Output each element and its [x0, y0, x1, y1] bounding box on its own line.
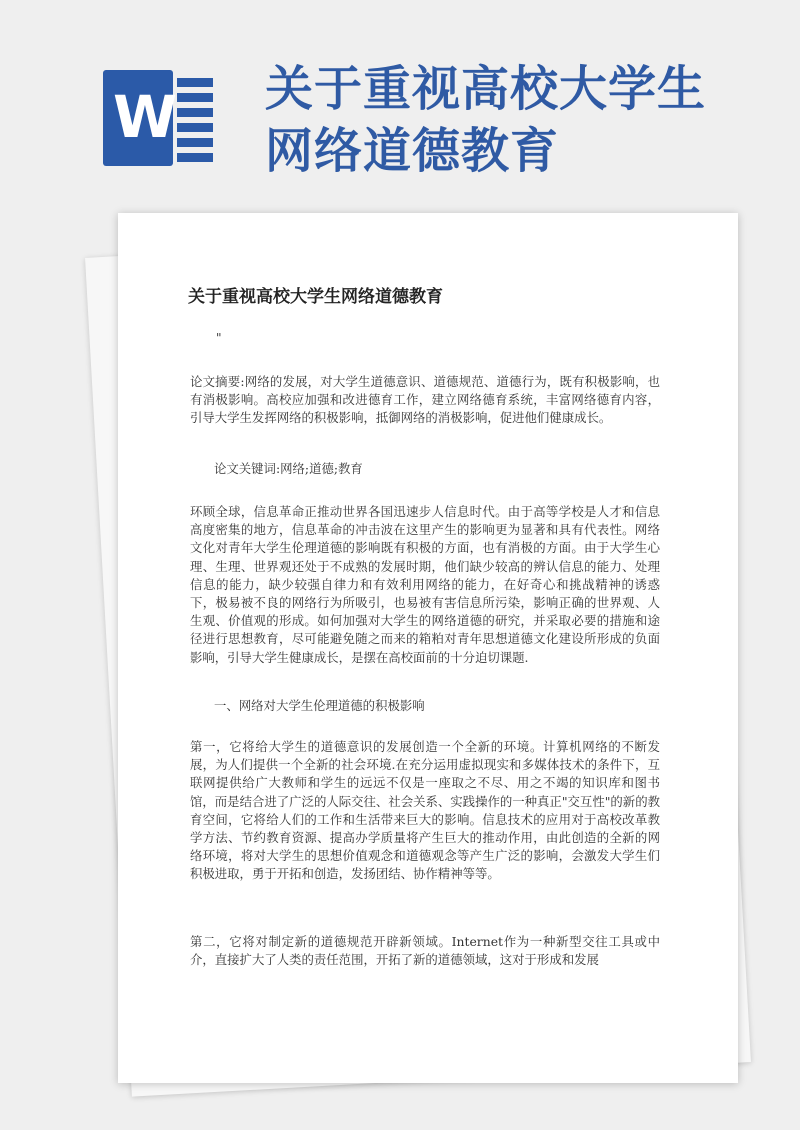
first-point-paragraph: 第一，它将给大学生的道德意识的发展创造一个全新的环境。计算机网络的不断发展，为人们提供一个全新的社会环境.在充分运用虚拟现实和多媒体技术的条件下，互联网提供给广大教师和学生的远远不仅是一座取之不尽、用之不竭的知识库和图书馆，而是结合进了广泛的人际交往、社会关系、实践操作的一种真正"交互性"的新的教育空间，它将给人们的工作和生活带来巨大的影响。信息技术的应用对于高校改革教学方法、节约教育资源、提高办学质量将产生巨大的推动作用，由此创造的全新的网络环境，将对大学生的思想价值观念和道德观念等产生广泛的影响，会激发大学生们积极进取，勇于开拓和创造，发扬团结、协作精神等等。 — [190, 739, 660, 882]
second-point-paragraph: 第二，它将对制定新的道德规范开辟新领域。Internet作为一种新型交往工具或中介，直接扩大了人类的责任范围，开拓了新的道德领域，这对于形成和发展 — [190, 934, 660, 968]
quote-mark: " — [216, 331, 222, 345]
abstract-paragraph: 论文摘要:网络的发展，对大学生道德意识、道德规范、道德行为，既有积极影响，也有消极影响。高校应加强和改进德育工作，建立网络德育系统，丰富网络德育内容，引导大学生发挥网络的积极影响，抵御网络的消极影响，促进他们健康成长。 — [190, 374, 660, 426]
document-lines-icon — [177, 78, 213, 162]
section-heading: 一、网络对大学生伦理道德的积极影响 — [214, 698, 425, 713]
document-title: 关于重视高校大学生网络道德教育 — [188, 287, 443, 307]
word-icon-letter: W — [113, 83, 177, 151]
header — [0, 0, 800, 210]
word-icon-box — [103, 70, 177, 166]
intro-paragraph: 环顾全球，信息革命正推动世界各国迅速步人信息时代。由于高等学校是人才和信息高度密集的地方，信息革命的冲击波在这里产生的影响更为显著和具有代表性。网络文化对青年大学生伦理道德的影响既有积极的方面，也有消极的方面。由于大学生心理、生理、世界观还处于不成熟的发展时期，他们缺少较高的辨认信息的能力、处理信息的能力，缺少较强自律力和有效利用网络的能力，在好奇心和挑战精神的诱惑下，极易被不良的网络行为所吸引，也易被有害信息所污染，影响正确的世界观、人生观、价值观的形成。如何加强对大学生的网络道德的研究，并采取必要的措施和途径进行思想教育，尽可能避免随之而来的箱粕对青年思想道德文化建设所形成的负面影响，引导大学生健康成长，是摆在高校面前的十分迫切课题. — [190, 504, 660, 665]
keywords-line: 论文关键词:网络;道德;教育 — [214, 461, 363, 476]
document-page — [118, 213, 738, 1083]
page-title: 关于重视高校大学生网络道德教育 — [265, 61, 707, 179]
word-icon — [103, 70, 215, 170]
